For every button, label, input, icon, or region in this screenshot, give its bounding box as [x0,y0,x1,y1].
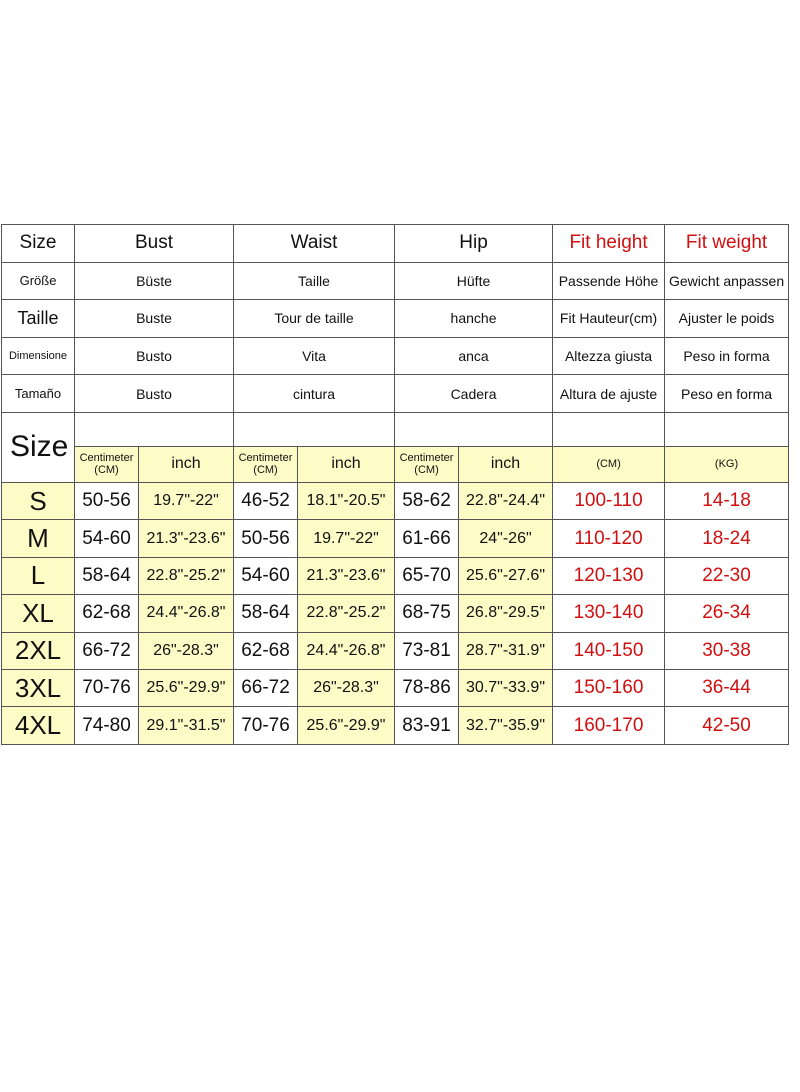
waist-inch-cell: 25.6"-29.9" [298,707,395,744]
translation-row-de [2,262,789,300]
size-row [2,707,789,744]
translation-hip: anca [395,337,553,375]
header-bust: Bust [75,225,234,263]
hip-inch-cell: 28.7"-31.9" [459,632,553,669]
hip-inch-cell: 26.8"-29.5" [459,595,553,632]
header-fit-weight: Fit weight [665,225,789,263]
translation-fit-weight: Ajuster le poids [665,300,789,338]
waist-inch-unit: inch [298,446,395,482]
hip-cm-cell: 83-91 [395,707,459,744]
fit-height-cell: 120-130 [553,557,665,594]
weight-unit: (KG) [665,446,789,482]
units-size-label: Size [2,412,75,482]
translation-fit-weight: Gewicht anpassen [665,262,789,300]
waist-inch-cell: 24.4"-26.8" [298,632,395,669]
header-fit-height: Fit height [553,225,665,263]
waist-inch-cell: 19.7"-22" [298,520,395,557]
bust-cm-cell: 54-60 [75,520,139,557]
waist-cm-cell: 54-60 [234,557,298,594]
translation-bust: Busto [75,337,234,375]
cm-abbr-label: (CM) [94,464,119,477]
bust-cm-cell: 66-72 [75,632,139,669]
centimeter-label: Centimeter [238,452,293,465]
hip-inch-cell: 24"-26" [459,520,553,557]
bust-inch-cell: 21.3"-23.6" [139,520,234,557]
size-cell: S [2,482,75,519]
fit-weight-cell: 18-24 [665,520,789,557]
size-cell: XL [2,595,75,632]
translation-fit-height: Passende Höhe [553,262,665,300]
translation-hip: Cadera [395,375,553,413]
hip-cm-cell: 68-75 [395,595,459,632]
spacer-cell [234,412,395,446]
fit-weight-cell: 26-34 [665,595,789,632]
translation-fit-height: Fit Hauteur(cm) [553,300,665,338]
translation-bust: Busto [75,375,234,413]
header-hip: Hip [395,225,553,263]
bust-cm-cell: 62-68 [75,595,139,632]
centimeter-label: Centimeter [79,452,134,465]
hip-cm-cell: 61-66 [395,520,459,557]
fit-weight-cell: 14-18 [665,482,789,519]
translation-fit-weight: Peso en forma [665,375,789,413]
units-row [2,446,789,482]
bust-inch-cell: 25.6"-29.9" [139,669,234,706]
bust-cm-cell: 70-76 [75,669,139,706]
fit-height-cell: 100-110 [553,482,665,519]
size-cell: M [2,520,75,557]
waist-inch-cell: 22.8"-25.2" [298,595,395,632]
bust-cm-cell: 58-64 [75,557,139,594]
spacer-cell [395,412,553,446]
hip-cm-cell: 73-81 [395,632,459,669]
hip-cm-cell: 58-62 [395,482,459,519]
translation-row-it [2,337,789,375]
translation-fit-weight: Peso in forma [665,337,789,375]
spacer-cell [553,412,665,446]
translation-bust: Büste [75,262,234,300]
bust-cm-cell: 50-56 [75,482,139,519]
bust-inch-cell: 26"-28.3" [139,632,234,669]
cm-abbr-label: (CM) [414,464,439,477]
fit-weight-cell: 42-50 [665,707,789,744]
hip-inch-cell: 30.7"-33.9" [459,669,553,706]
fit-height-cell: 130-140 [553,595,665,632]
spacer-row [2,412,789,446]
translation-fit-height: Altezza giusta [553,337,665,375]
translation-waist: Taille [234,262,395,300]
spacer-cell [75,412,234,446]
translation-row-fr [2,300,789,338]
translation-waist: cintura [234,375,395,413]
size-row [2,482,789,519]
hip-cm-cell: 78-86 [395,669,459,706]
size-chart-table [1,224,789,745]
size-chart [0,224,800,760]
fit-height-cell: 160-170 [553,707,665,744]
bust-inch-unit: inch [139,446,234,482]
fit-height-cell: 140-150 [553,632,665,669]
size-data-rows [2,482,789,744]
waist-cm-cell: 46-52 [234,482,298,519]
waist-cm-cell: 62-68 [234,632,298,669]
hip-inch-unit: inch [459,446,553,482]
size-row [2,595,789,632]
waist-cm-cell: 70-76 [234,707,298,744]
waist-inch-cell: 18.1"-20.5" [298,482,395,519]
size-cell: 4XL [2,707,75,744]
fit-weight-cell: 22-30 [665,557,789,594]
size-row [2,669,789,706]
header-waist: Waist [234,225,395,263]
translation-size: Taille [2,300,75,338]
translation-size: Tamaño [2,375,75,413]
bust-cm-unit [75,446,139,482]
translation-row-es [2,375,789,413]
size-row [2,557,789,594]
waist-cm-cell: 58-64 [234,595,298,632]
translation-size: Dimensione [2,337,75,375]
bust-inch-cell: 29.1"-31.5" [139,707,234,744]
size-row [2,520,789,557]
header-size: Size [2,225,75,263]
waist-cm-cell: 66-72 [234,669,298,706]
translation-waist: Vita [234,337,395,375]
waist-inch-cell: 26"-28.3" [298,669,395,706]
size-row [2,632,789,669]
waist-cm-cell: 50-56 [234,520,298,557]
hip-cm-cell: 65-70 [395,557,459,594]
bust-inch-cell: 22.8"-25.2" [139,557,234,594]
waist-inch-cell: 21.3"-23.6" [298,557,395,594]
bust-cm-cell: 74-80 [75,707,139,744]
size-cell: 2XL [2,632,75,669]
bust-inch-cell: 24.4"-26.8" [139,595,234,632]
cm-abbr-label: (CM) [253,464,278,477]
fit-height-cell: 110-120 [553,520,665,557]
centimeter-label: Centimeter [399,452,454,465]
fit-weight-cell: 30-38 [665,632,789,669]
fit-height-cell: 150-160 [553,669,665,706]
size-cell: L [2,557,75,594]
size-cell: 3XL [2,669,75,706]
translation-size: Größe [2,262,75,300]
hip-inch-cell: 25.6"-27.6" [459,557,553,594]
translation-hip: hanche [395,300,553,338]
translation-bust: Buste [75,300,234,338]
translation-fit-height: Altura de ajuste [553,375,665,413]
fit-weight-cell: 36-44 [665,669,789,706]
waist-cm-unit [234,446,298,482]
hip-inch-cell: 22.8"-24.4" [459,482,553,519]
hip-inch-cell: 32.7"-35.9" [459,707,553,744]
hip-cm-unit [395,446,459,482]
translation-waist: Tour de taille [234,300,395,338]
header-row [2,225,789,263]
bust-inch-cell: 19.7"-22" [139,482,234,519]
height-unit: (CM) [553,446,665,482]
spacer-cell [665,412,789,446]
translation-hip: Hüfte [395,262,553,300]
